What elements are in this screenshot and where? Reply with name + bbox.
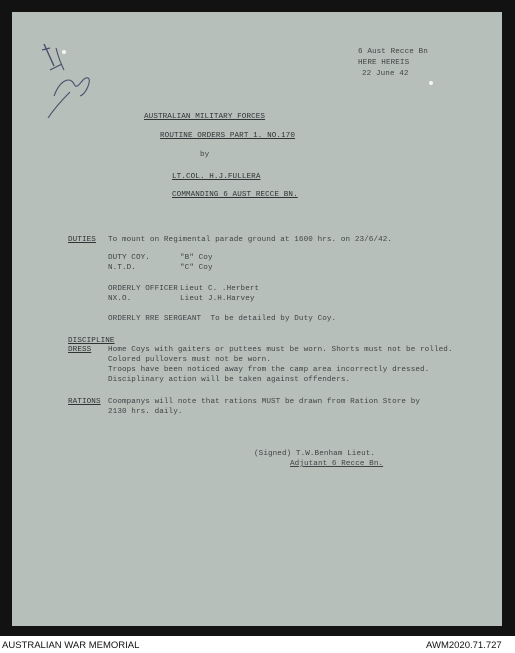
rations-line: 2130 hrs. daily. xyxy=(108,408,183,416)
discipline-heading: DISCIPLINE xyxy=(68,337,115,345)
institution-credit: AUSTRALIAN WAR MEMORIAL xyxy=(2,640,140,651)
discipline-line: Home Coys with gaiters or puttees must be worn. Shorts must not be rolled. xyxy=(108,346,453,354)
duty-value: Lieut C. .Herbert xyxy=(180,285,260,293)
rations-line: Coompanys will note that rations MUST be drawn from Ration Store by xyxy=(108,398,421,406)
force-heading: AUSTRALIAN MILITARY FORCES xyxy=(144,113,266,121)
duty-value: "C" Coy xyxy=(180,264,213,272)
rations-heading: RATIONS xyxy=(68,398,101,406)
punch-hole xyxy=(429,81,433,85)
discipline-line: Disciplinary action will be taken against offenders. xyxy=(108,376,351,384)
by-label: by xyxy=(200,151,210,159)
duty-role: ORDERLY OFFICER xyxy=(108,285,178,293)
duty-role: N.T.D. xyxy=(108,264,136,272)
duty-value: Lieut J.H.Harvey xyxy=(180,295,255,303)
commander-name: LT.COL. H.J.FULLERA xyxy=(172,173,261,181)
duty-value: "B" Coy xyxy=(180,254,213,262)
order-title: ROUTINE ORDERS PART 1. NO.170 xyxy=(160,132,296,140)
handwritten-annotation xyxy=(34,36,104,122)
unit-location: HERE HEREIS xyxy=(358,59,410,67)
duty-role: DUTY COY. xyxy=(108,254,150,262)
duty-role: NX.O. xyxy=(108,295,132,303)
discipline-line: Troops have been noticed away from the camp area incorrectly dressed. xyxy=(108,366,430,374)
catalogue-id: AWM2020.71.727 xyxy=(426,640,502,651)
signature-line: (Signed) T.W.Benham Lieut. xyxy=(254,450,376,458)
signature-role: Adjutant 6 Recce Bn. xyxy=(290,460,384,468)
command-title: COMMANDING 6 AUST RECCE BN. xyxy=(172,191,298,199)
duties-heading: DUTIES xyxy=(68,236,96,244)
dress-heading: DRESS xyxy=(68,346,92,354)
order-date: 22 June 42 xyxy=(362,70,409,78)
unit-name: 6 Aust Recce Bn xyxy=(358,48,428,56)
duties-text: To mount on Regimental parade ground at 1600 hrs. on 23/6/42. xyxy=(108,236,393,244)
discipline-line: Colored pullovers must not be worn. xyxy=(108,356,271,364)
orderly-sergeant-line: ORDERLY RRE SERGEANT To be detailed by Duty Coy. xyxy=(108,315,337,323)
